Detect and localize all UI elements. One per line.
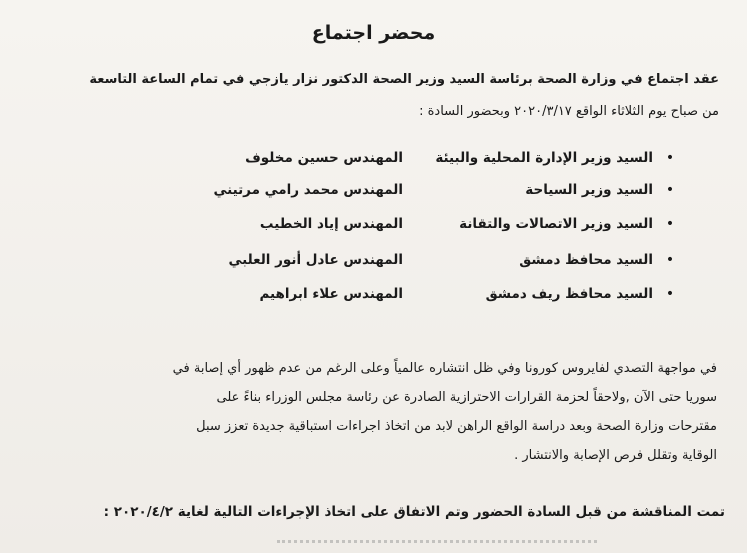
intro-line-1: عقد اجتماع في وزارة الصحة برئاسة السيد وزير الصحة الدكتور نزار يازجي في تمام الساعة التاسعة xyxy=(89,72,719,87)
bullet-icon: • xyxy=(665,252,675,268)
attendee-name: المهندس عادل أنور العلبي xyxy=(228,252,403,268)
bullet-icon: • xyxy=(665,150,675,166)
attendee-row xyxy=(57,248,677,272)
bullet-icon: • xyxy=(665,216,675,232)
attendee-row xyxy=(57,146,677,170)
paragraph-line: الوقاية وتقلل فرص الإصابة والانتشار . xyxy=(514,448,717,463)
intro-line-2: من صباح يوم الثلاثاء الواقع ٢٠٢٠/٣/١٧ وبحضور السادة : xyxy=(419,104,719,119)
attendee-name: المهندس محمد رامي مرتيني xyxy=(213,182,403,198)
attendee-row xyxy=(57,282,677,306)
conclusion-line: تمت المناقشة من قبل السادة الحضور وتم الاتفاق على اتخاذ الإجراءات التالية لغاية ٢٠٢٠/٤/٢ : xyxy=(103,504,725,520)
paragraph-line: سوريا حتى الآن ,ولاحقاً لحزمة القرارات الاحترازية الصادرة عن رئاسة مجلس الوزراء بناءً على xyxy=(216,390,717,405)
attendee-name: المهندس علاء ابراهيم xyxy=(259,286,403,302)
attendee-role: السيد محافظ دمشق xyxy=(519,252,653,268)
bullet-icon: • xyxy=(665,286,675,302)
attendee-role: السيد وزير السياحة xyxy=(525,182,653,198)
attendee-name: المهندس حسين مخلوف xyxy=(245,150,403,166)
attendees-list xyxy=(57,146,677,316)
paragraph-line: مقترحات وزارة الصحة وبعد دراسة الواقع الراهن لابد من اتخاذ اجراءات استباقية جديدة تعزز سبل xyxy=(196,419,717,434)
attendee-row xyxy=(57,178,677,202)
bullet-icon: • xyxy=(665,182,675,198)
document-title: محضر اجتماع xyxy=(311,22,436,44)
attendee-role: السيد محافظ ريف دمشق xyxy=(485,286,653,302)
attendee-role: السيد وزير الإدارة المحلية والبيئة xyxy=(435,150,653,166)
attendee-row xyxy=(57,212,677,236)
cutoff-text-remnant xyxy=(277,540,597,553)
paragraph-line: في مواجهة التصدي لفايروس كورونا وفي ظل انتشاره عالمياً وعلى الرغم من عدم ظهور أي إصابة في xyxy=(172,361,717,376)
attendee-role: السيد وزير الاتصالات والتقانة xyxy=(459,216,653,232)
attendee-name: المهندس إياد الخطيب xyxy=(259,216,403,232)
body-paragraph xyxy=(27,354,717,470)
